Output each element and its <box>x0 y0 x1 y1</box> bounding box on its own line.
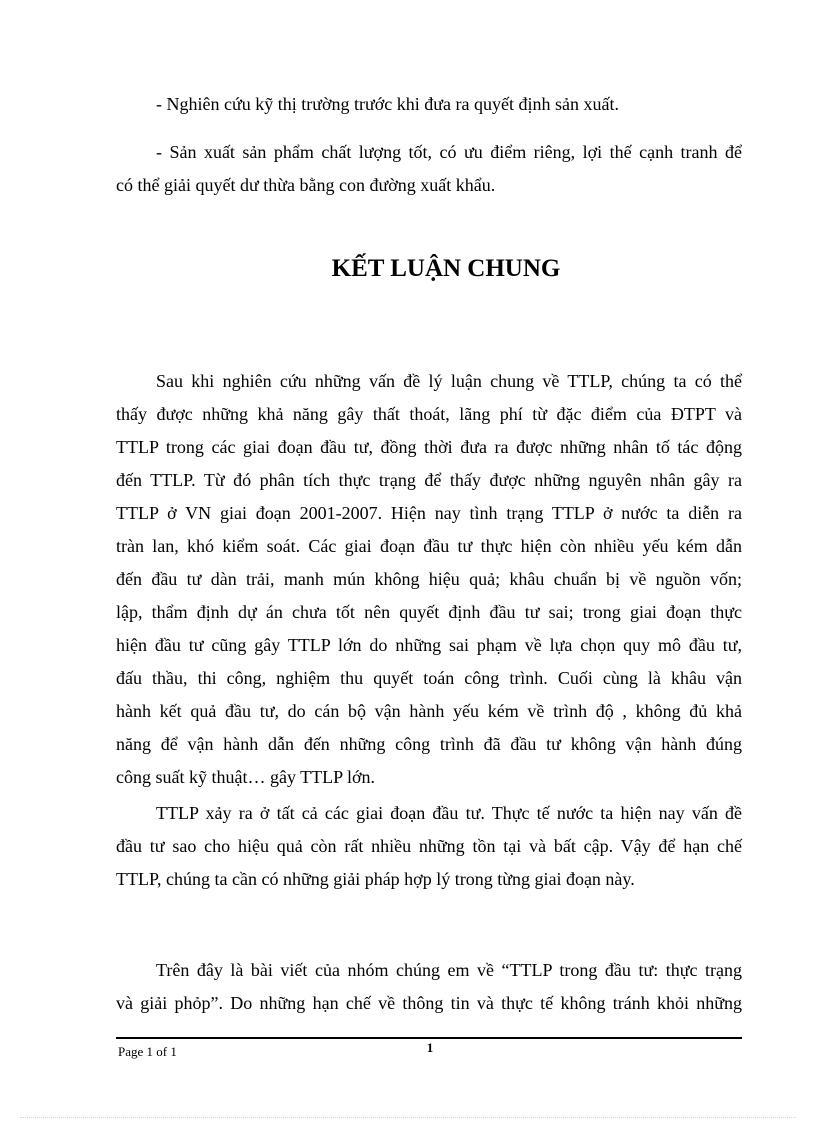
closing-line: và giải phỏp”. Do những hạn chế về thông tin và thực tế không tránh khỏi những <box>116 993 742 1013</box>
conclusion-line: TTLP ở VN giai đoạn 2001-2007. Hiện nay tình trạng TTLP ở nước ta diễn ra <box>116 503 742 523</box>
closing-line: Trên đây là bài viết của nhóm chúng em về “TTLP trong đầu tư: thực trạng <box>156 960 742 980</box>
conclusion-line: đến TTLP. Từ đó phân tích thực trạng để thấy được những nguyên nhân gây ra <box>116 470 742 490</box>
conclusion-line: công suất kỹ thuật… gây TTLP lớn. <box>116 767 375 787</box>
page-bottom-border <box>20 1117 796 1118</box>
footer-page-number: 1 <box>426 1040 434 1055</box>
conclusion-line: TTLP trong các giai đoạn đầu tư, đồng thời đưa ra được những nhân tố tác động <box>116 437 742 457</box>
conclusion-paragraph <box>116 365 742 794</box>
conclusion-line: thấy được những khả năng gây thất thoát, lãng phí từ đặc điểm của ĐTPT và <box>116 404 742 424</box>
conclusion-line: hiện đầu tư cũng gây TTLP lớn do những sai phạm về lựa chọn quy mô đầu tư, <box>116 635 742 655</box>
conclusion-line: tràn lan, khó kiểm soát. Các giai đoạn đầu tư thực hiện còn nhiều yếu kém dẫn <box>116 536 742 556</box>
ttlp-line: TTLP, chúng ta cần có những giải pháp hợp lý trong từng giai đoạn này. <box>116 869 635 889</box>
intro-paragraph-1 <box>116 88 742 121</box>
intro-paragraph-2 <box>116 136 742 202</box>
conclusion-line: lập, thẩm định dự án chưa tốt nên quyết định đầu tư sai; trong giai đoạn thực <box>116 602 742 622</box>
footer-rule <box>116 1037 742 1039</box>
intro-line-3: có thể giải quyết dư thừa bằng con đường xuất khẩu. <box>116 175 496 195</box>
conclusion-line: năng để vận hành dẫn đến những công trình đã đầu tư không vận hành đúng <box>116 734 742 754</box>
intro-line-2: - Sản xuất sản phẩm chất lượng tốt, có ưu điểm riêng, lợi thế cạnh tranh để <box>156 142 742 162</box>
conclusion-line: đến đầu tư dàn trải, manh mún không hiệu quả; khâu chuẩn bị về nguồn vốn; <box>116 569 742 589</box>
conclusion-line: hành kết quả đầu tư, do cán bộ vận hành yếu kém về trình độ , không đủ khả <box>116 701 742 721</box>
ttlp-paragraph <box>116 797 742 896</box>
intro-line-1: - Nghiên cứu kỹ thị trường trước khi đưa ra quyết định sản xuất. <box>156 94 619 114</box>
footer-page-label: Page 1 of 1 <box>118 1044 177 1059</box>
conclusion-line: Sau khi nghiên cứu những vấn đề lý luận chung về TTLP, chúng ta có thể <box>156 371 742 391</box>
conclusion-line: đấu thầu, thi công, nghiệm thu quyết toán công trình. Cuối cùng là khâu vận <box>116 668 742 688</box>
ttlp-line: đầu tư sao cho hiệu quả còn rất nhiều những tồn tại và bất cập. Vậy để hạn chế <box>116 836 742 856</box>
closing-paragraph <box>116 954 742 1020</box>
ttlp-line: TTLP xảy ra ở tất cả các giai đoạn đầu tư. Thực tế nước ta hiện nay vấn đề <box>156 803 742 823</box>
section-heading: KẾT LUẬN CHUNG <box>331 255 561 282</box>
